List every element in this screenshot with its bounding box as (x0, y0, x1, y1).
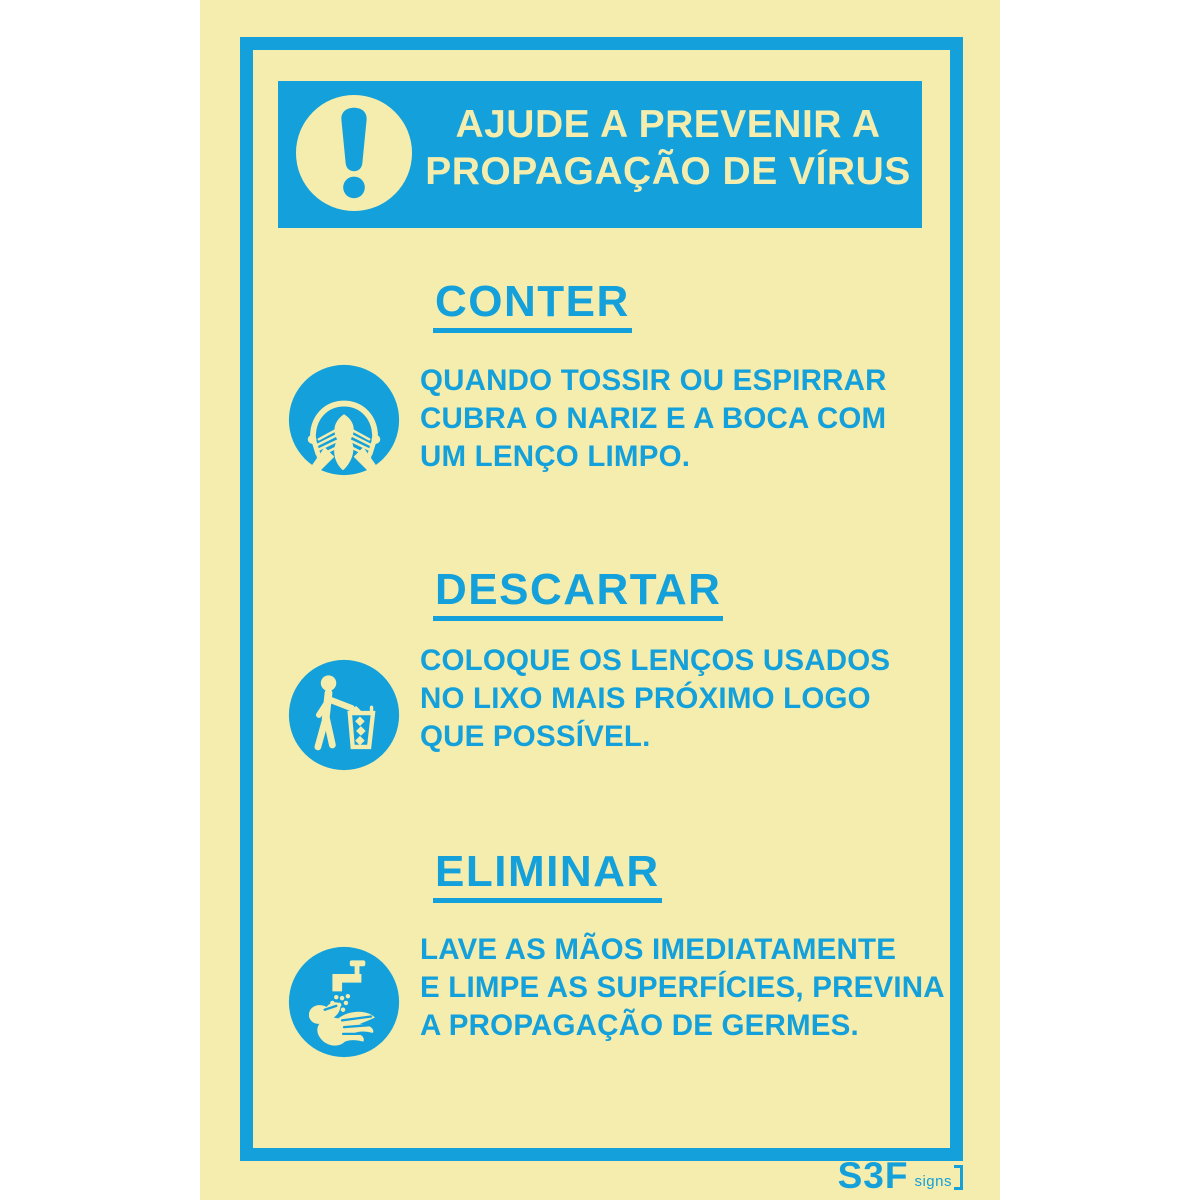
section-heading-eliminar (433, 847, 662, 903)
safety-sign-panel (200, 0, 1000, 1200)
title-line-2: PROPAGAÇÃO DE VÍRUS (425, 150, 911, 193)
header-banner (278, 81, 922, 228)
section-heading-conter (433, 277, 632, 333)
text-line: QUE POSSÍVEL. (420, 720, 651, 753)
text-line: A PROPAGAÇÃO DE GERMES. (420, 1009, 859, 1042)
cover-mouth-sneeze-icon (286, 362, 402, 478)
section-heading-conter-text: CONTER (433, 280, 632, 333)
section-heading-descartar-text: DESCARTAR (433, 568, 723, 621)
brand-logo (837, 1155, 963, 1196)
section-heading-eliminar-text: ELIMINAR (433, 850, 662, 903)
dispose-in-bin-icon (286, 657, 402, 773)
text-line: CUBRA O NARIZ E A BOCA COM (420, 402, 887, 435)
brand-suffix: signs (914, 1173, 952, 1190)
wash-hands-icon (286, 944, 402, 1060)
text-line: COLOQUE OS LENÇOS USADOS (420, 644, 891, 677)
text-line: QUANDO TOSSIR OU ESPIRRAR (420, 364, 887, 397)
brand-bracket-icon (954, 1165, 963, 1190)
title-line-1: AJUDE A PREVENIR A (455, 103, 881, 146)
text-line: UM LENÇO LIMPO. (420, 440, 691, 473)
section-text-eliminar (420, 931, 980, 1045)
text-line: E LIMPE AS SUPERFÍCIES, PREVINA (420, 971, 945, 1004)
exclamation-icon (295, 94, 413, 212)
text-line: NO LIXO MAIS PRÓXIMO LOGO (420, 682, 871, 715)
text-line: LAVE AS MÃOS IMEDIATAMENTE (420, 933, 897, 966)
sign-title (416, 101, 920, 195)
section-text-descartar (420, 642, 980, 756)
brand-name: S3F (837, 1155, 909, 1196)
section-text-conter (420, 362, 980, 476)
section-heading-descartar (433, 565, 723, 621)
